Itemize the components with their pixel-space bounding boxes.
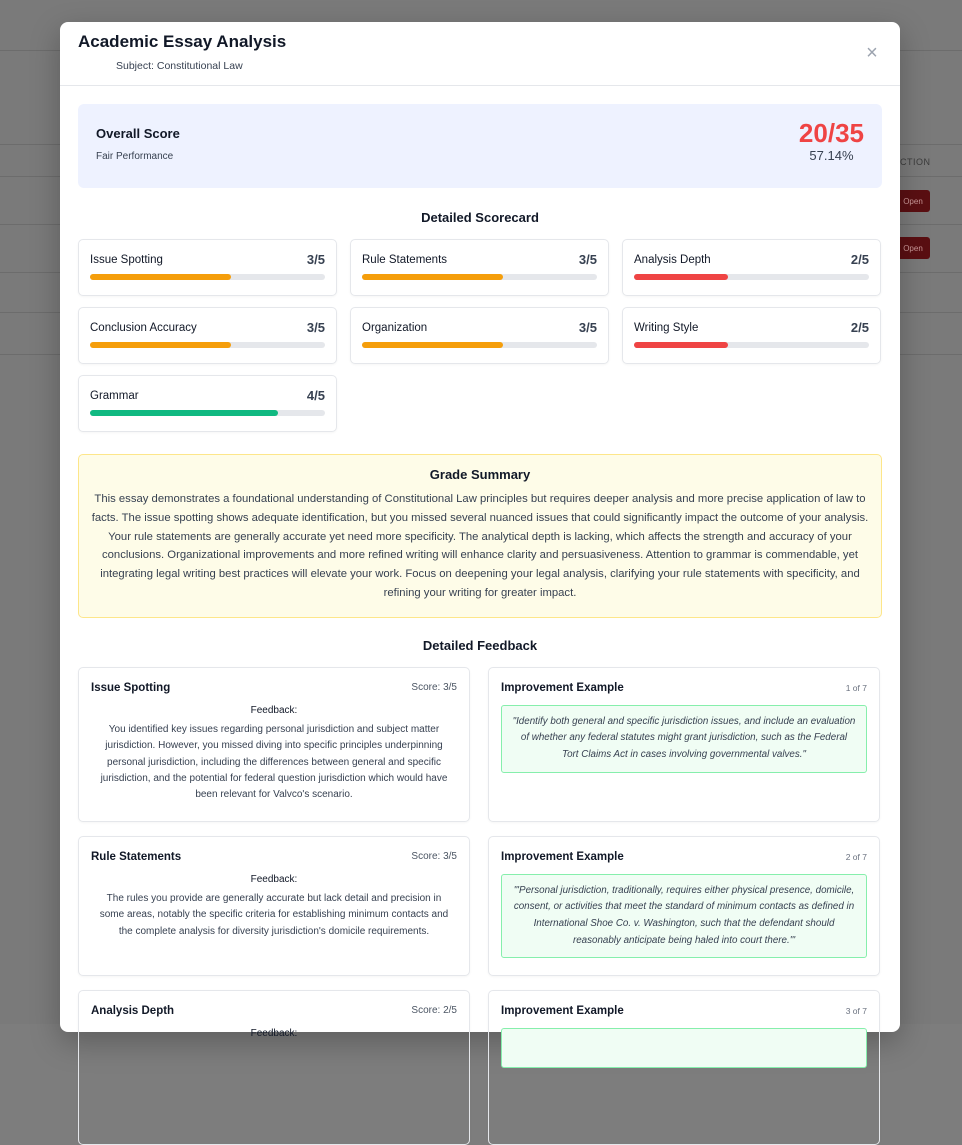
feedback-score: Score: 3/5 bbox=[411, 682, 457, 694]
metric-name: Analysis Depth bbox=[634, 253, 711, 266]
improvement-example: "Identify both general and specific jurisdiction issues, and include an evaluation of whether any federal statutes might grant jurisdiction, such as the Federal Tort Claims Act in cases involving governmental valves." bbox=[501, 705, 867, 773]
metric-card bbox=[622, 307, 881, 364]
example-counter: 2 of 7 bbox=[845, 851, 867, 862]
progress-bar bbox=[634, 274, 869, 280]
progress-bar bbox=[90, 342, 325, 348]
feedback-label: Feedback: bbox=[250, 704, 298, 716]
metric-score: 4/5 bbox=[306, 388, 325, 403]
metric-name: Rule Statements bbox=[362, 253, 448, 266]
grade-summary-title: Grade Summary bbox=[429, 467, 531, 482]
modal-title: Academic Essay Analysis bbox=[78, 32, 287, 51]
overall-score-percent: 57.14% bbox=[809, 148, 854, 163]
progress-bar-fill bbox=[362, 274, 503, 280]
grade-summary bbox=[78, 454, 882, 618]
overall-score-card bbox=[78, 104, 882, 188]
improvement-title: Improvement Example bbox=[501, 850, 624, 863]
metric-name: Organization bbox=[362, 321, 428, 334]
progress-bar bbox=[634, 342, 869, 348]
performance-label: Fair Performance bbox=[96, 151, 174, 162]
improvement-example: "'Personal jurisdiction, traditionally, requires either physical presence, domicile, consent, or activities that meet the standard of minimum contacts as defined in International Shoe Co. v. Washington, such that the defendant should reasonably anticipate being haled into court there.'" bbox=[501, 874, 867, 958]
metric-score: 2/5 bbox=[850, 252, 869, 267]
feedback-category: Issue Spotting bbox=[91, 681, 171, 694]
metric-name: Grammar bbox=[90, 389, 139, 402]
progress-bar bbox=[362, 274, 597, 280]
modal-header bbox=[60, 22, 900, 86]
metric-score: 2/5 bbox=[850, 320, 869, 335]
metric-card bbox=[78, 375, 337, 432]
metric-card bbox=[350, 239, 609, 296]
feedback-title: Detailed Feedback bbox=[422, 637, 538, 653]
metric-score: 3/5 bbox=[306, 252, 325, 267]
feedback-text: The rules you provide are generally accurate but lack detail and precision in some areas, notably the specific criteria for establishing minimum contacts and the complete analysis for diversity jurisdiction's domicile requirements. bbox=[99, 892, 449, 937]
metric-card bbox=[78, 239, 337, 296]
modal-body bbox=[60, 86, 900, 1145]
progress-bar-fill bbox=[634, 342, 728, 348]
progress-bar bbox=[362, 342, 597, 348]
overall-score-label: Overall Score bbox=[96, 126, 180, 141]
metric-card bbox=[622, 239, 881, 296]
example-counter: 3 of 7 bbox=[845, 1005, 867, 1016]
improvement-example bbox=[501, 1028, 867, 1068]
feedback-category: Analysis Depth bbox=[91, 1004, 175, 1017]
essay-analysis-modal bbox=[60, 22, 900, 1039]
feedback-score: Score: 3/5 bbox=[411, 851, 457, 863]
feedback-card bbox=[78, 836, 470, 976]
metric-name: Issue Spotting bbox=[90, 253, 163, 266]
metric-name: Writing Style bbox=[634, 321, 699, 334]
progress-bar-fill bbox=[362, 342, 503, 348]
improvement-card bbox=[488, 990, 880, 1145]
modal-subtitle: Subject: Constitutional Law bbox=[116, 60, 243, 72]
improvement-card bbox=[488, 667, 880, 822]
metric-card bbox=[350, 307, 609, 364]
metric-name: Conclusion Accuracy bbox=[90, 321, 197, 334]
background-open-button[interactable]: Open bbox=[896, 190, 930, 212]
close-icon[interactable]: × bbox=[866, 42, 878, 64]
feedback-label: Feedback: bbox=[250, 1027, 298, 1039]
overall-score-value: 20/35 bbox=[798, 118, 864, 148]
progress-bar-fill bbox=[90, 274, 231, 280]
progress-bar bbox=[90, 274, 325, 280]
feedback-card bbox=[78, 990, 470, 1145]
scorecard-title: Detailed Scorecard bbox=[421, 210, 539, 225]
improvement-title: Improvement Example bbox=[501, 1004, 624, 1017]
metric-score: 3/5 bbox=[578, 320, 597, 335]
progress-bar-fill bbox=[634, 274, 728, 280]
progress-bar-fill bbox=[90, 342, 231, 348]
feedback-grid bbox=[78, 667, 882, 1145]
feedback-category: Rule Statements bbox=[91, 850, 182, 863]
progress-bar bbox=[90, 410, 325, 416]
progress-bar-fill bbox=[90, 410, 278, 416]
overall-score-display bbox=[799, 120, 864, 163]
background-column-header: CTION bbox=[900, 157, 931, 167]
scorecard-grid bbox=[78, 239, 882, 432]
metric-score: 3/5 bbox=[578, 252, 597, 267]
feedback-card bbox=[78, 667, 470, 822]
improvement-card bbox=[488, 836, 880, 976]
feedback-label: Feedback: bbox=[250, 873, 298, 885]
improvement-title: Improvement Example bbox=[501, 681, 624, 694]
metric-card bbox=[78, 307, 337, 364]
feedback-score: Score: 2/5 bbox=[411, 1005, 457, 1017]
feedback-text: You identified key issues regarding personal jurisdiction and subject matter jurisdiction. However, you missed diving into specific principles underpinning personal jurisdiction, including the differences between general and specific jurisdiction, and the potential for federal question jurisdiction which would have been relevant for Valvco's scenario. bbox=[100, 723, 448, 801]
metric-score: 3/5 bbox=[306, 320, 325, 335]
example-counter: 1 of 7 bbox=[845, 682, 867, 693]
grade-summary-text: This essay demonstrates a foundational understanding of Constitutional Law principles but requires deeper analysis and more precise application of law to facts. The issue spotting shows adequate identification, but you missed several nuanced issues that could significantly impact the outcome of your analysis. Your rule statements are generally accurate yet need more specificity. The analytical depth is lacking, which affects the strength and accuracy of your conclusions. Organizational improvements and more refined writing will enhance clarity and persuasiveness. Attention to grammar is commendable, yet integrating legal writing best practices will elevate your work. Focus on deepening your legal analysis, clarifying your rule statements with specificity, and refining your writing for greater impact. bbox=[91, 493, 869, 599]
background-open-button[interactable]: Open bbox=[896, 237, 930, 259]
